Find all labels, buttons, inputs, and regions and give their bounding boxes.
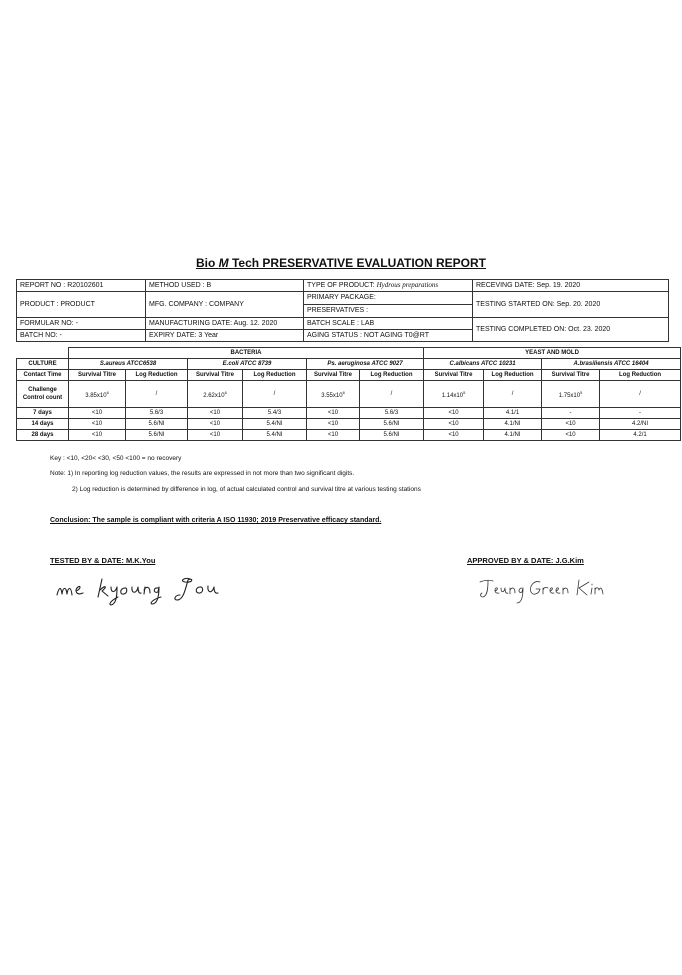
challenge-log-reduction: /: [126, 381, 188, 408]
conclusion: Conclusion: The sample is compliant with criteria A ISO 11930; 2019 Preservative efficacy standard.: [50, 517, 382, 524]
log-reduction: 5.6/NI: [126, 430, 188, 441]
receiving-date: RECEVING DATE: Sep. 19. 2020: [473, 280, 669, 292]
survival-titre: <10: [542, 430, 600, 441]
survival-titre: <10: [424, 419, 484, 430]
log-reduction: 5.6/3: [360, 408, 424, 419]
approved-by: APPROVED BY & DATE: J.G.Kim: [467, 556, 584, 565]
sub-header: Log Reduction: [360, 370, 424, 381]
sub-header: Survival Titre: [542, 370, 600, 381]
log-reduction: 5.6/NI: [360, 430, 424, 441]
sub-header: Log Reduction: [600, 370, 681, 381]
survival-titre: <10: [188, 430, 243, 441]
result-row: [17, 408, 681, 419]
organism-header: Ps. aeruginosa ATCC 9027: [307, 359, 424, 370]
note-2: 2) Log reduction is determined by difference in log, of actual calculated control and survival titre at various testing stations: [72, 486, 421, 493]
challenge-count: $2.62x10^6$: [188, 381, 243, 408]
challenge-label: Challenge Control count: [17, 381, 69, 408]
sub-header: Survival Titre: [424, 370, 484, 381]
batch-no: BATCH NO: -: [17, 330, 146, 342]
challenge-count: $3.55x10^6$: [307, 381, 360, 408]
log-reduction: 5.6/NI: [360, 419, 424, 430]
product: PRODUCT : PRODUCT: [17, 292, 146, 318]
contact-time: 14 days: [17, 419, 69, 430]
organism-header: E.coli ATCC 8739: [188, 359, 307, 370]
sub-header: Log Reduction: [126, 370, 188, 381]
survival-titre: <10: [542, 419, 600, 430]
testing-completed: TESTING COMPLETED ON: Oct. 23. 2020: [473, 318, 669, 342]
challenge-log-reduction: /: [484, 381, 542, 408]
result-row: [17, 419, 681, 430]
aging-status: AGING STATUS : NOT AGING T0@RT: [304, 330, 473, 342]
package-preservatives-cell: [304, 292, 473, 318]
survival-titre: <10: [424, 408, 484, 419]
report-title: Bio M Tech PRESERVATIVE EVALUATION REPORT: [195, 256, 487, 270]
log-reduction: 4.2/NI: [600, 419, 681, 430]
manufacturing-date: MANUFACTURING DATE: Aug. 12. 2020: [146, 318, 304, 330]
log-reduction: 4.1/NI: [484, 419, 542, 430]
bacteria-header: BACTERIA: [69, 348, 424, 359]
contact-time: 7 days: [17, 408, 69, 419]
log-reduction: 5.4/3: [243, 408, 307, 419]
log-reduction: 5.4/NI: [243, 430, 307, 441]
organism-header: S.aureus ATCC6538: [69, 359, 188, 370]
challenge-log-reduction: /: [600, 381, 681, 408]
sub-header: Survival Titre: [307, 370, 360, 381]
survival-titre: <10: [69, 408, 126, 419]
key-text: Key : <10, <20< <30, <50 <100 = no recovery: [50, 455, 182, 462]
log-reduction: 4.1/1: [484, 408, 542, 419]
tested-by: TESTED BY & DATE: M.K.You: [50, 556, 156, 565]
batch-scale: BATCH SCALE : LAB: [304, 318, 473, 330]
testing-started: TESTING STARTED ON: Sep. 20. 2020: [473, 292, 669, 318]
report-header-table: [16, 279, 669, 342]
mfg-company: MFG. COMPANY : COMPANY: [146, 292, 304, 318]
log-reduction: -: [600, 408, 681, 419]
log-reduction: 4.2/1: [600, 430, 681, 441]
survival-titre: <10: [307, 430, 360, 441]
blank-cell: [17, 348, 69, 359]
type-of-product: TYPE OF PRODUCT: Hydrous preparations: [304, 280, 473, 292]
note-1: Note: 1) In reporting log reduction values, the results are expressed in not more than two significant digits.: [50, 470, 355, 477]
method-used: METHOD USED : B: [146, 280, 304, 292]
sub-header: Survival Titre: [188, 370, 243, 381]
approved-signature: [476, 576, 606, 606]
survival-titre: <10: [69, 419, 126, 430]
tested-signature: [54, 573, 234, 607]
log-reduction: 5.6/NI: [126, 419, 188, 430]
challenge-count: $1.14x10^5$: [424, 381, 484, 408]
log-reduction: 5.4/NI: [243, 419, 307, 430]
results-table: [16, 347, 681, 441]
log-reduction: 4.1/NI: [484, 430, 542, 441]
culture-label: CULTURE: [17, 359, 69, 370]
survival-titre: <10: [424, 430, 484, 441]
log-reduction: 5.6/3: [126, 408, 188, 419]
challenge-row: [17, 381, 681, 408]
challenge-count: $3.85x10^6$: [69, 381, 126, 408]
primary-package: PRIMARY PACKAGE:: [307, 294, 376, 301]
organism-header: C.albicans ATCC 10231: [424, 359, 542, 370]
formular-no: FORMULAR NO: -: [17, 318, 146, 330]
survival-titre: <10: [307, 419, 360, 430]
sub-header: Log Reduction: [484, 370, 542, 381]
yeast-mold-header: YEAST AND MOLD: [424, 348, 681, 359]
report-no: REPORT NO : R20102601: [17, 280, 146, 292]
sub-header: Log Reduction: [243, 370, 307, 381]
challenge-log-reduction: /: [243, 381, 307, 408]
survival-titre: <10: [69, 430, 126, 441]
challenge-log-reduction: /: [360, 381, 424, 408]
survival-titre: <10: [188, 408, 243, 419]
sub-header: Survival Titre: [69, 370, 126, 381]
preservatives: PRESERVATIVES :: [304, 304, 472, 317]
survival-titre: -: [542, 408, 600, 419]
result-row: [17, 430, 681, 441]
survival-titre: <10: [307, 408, 360, 419]
contact-time-label: Contact Time: [17, 370, 69, 381]
challenge-count: $1.75x10^5$: [542, 381, 600, 408]
contact-time: 28 days: [17, 430, 69, 441]
organism-header: A.brasiliensis ATCC 16404: [542, 359, 681, 370]
expiry-date: EXPIRY DATE: 3 Year: [146, 330, 304, 342]
survival-titre: <10: [188, 419, 243, 430]
